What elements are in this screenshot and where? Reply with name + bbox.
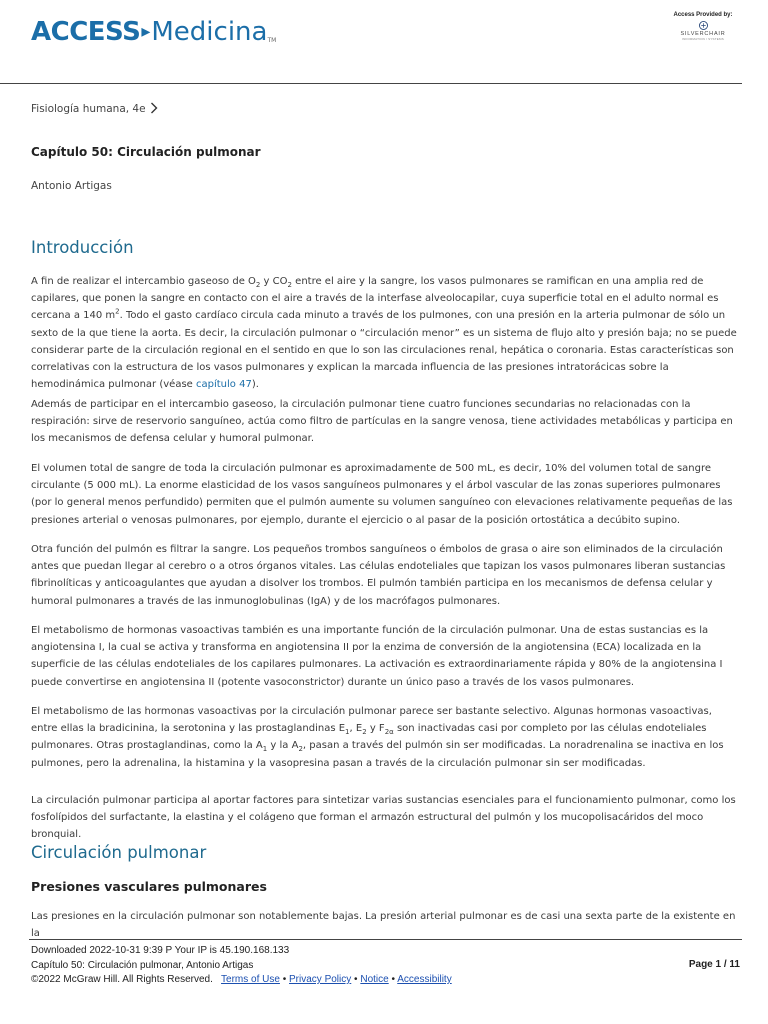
paragraph-4: Otra función del pulmón es filtrar la sangre. Los pequeños trombos sanguíneos o émbolos de grasa o aire son eliminados de la circulación antes que puedan llegar al cerebro o a otros órganos vitales. Las células endoteliales que tapizan los vasos pulmonares liberan sustancias fibrinolíticas y anticoagulantes que ayudan a disolver los trombos. El pulmón también participa en los mecanismos de defensa celular y humoral pulmonares a través de las inmunoglobulinas (IgA) y de los macrófagos pulmonares.: [31, 544, 726, 607]
paragraph-3: El volumen total de sangre de toda la circulación pulmonar es aproximadamente de 500 mL, es decir, 10% del volumen total de sangre circulante (5 000 mL). La enorme elasticidad de los vasos sanguíneos pulmonares y el árbol vascular de las zonas superiores pulmonares (por lo general menos perfundido) permiten que el pulmón aumente su volumen sanguíneo con elevaciones relativamente pequeñas de las presiones arterial o venosas pulmonares, por ejemplo, durante el ejercicio o al pasar de la posición ortostática a decúbito supino.: [31, 463, 733, 526]
footer-links-line: ©2022 McGraw Hill. All Rights Reserved. Terms of Use • Privacy Policy • Notice • Accessibility: [31, 974, 452, 985]
access-provided-label: Access Provided by:: [673, 12, 733, 18]
paragraph-2: Además de participar en el intercambio gaseoso, la circulación pulmonar tiene cuatro funciones secundarias no relacionadas con la respiración: sirve de reservorio sanguíneo, actúa como filtro de partículas en la sangre venosa, tiene actividades metabólicas y participa en los mecanismos de defensa celular y humoral pulmonar.: [31, 399, 733, 445]
provider-name: SILVERCHAIR: [680, 31, 726, 37]
author-name: Antonio Artigas: [31, 180, 112, 192]
accessmedicina-logo[interactable]: [31, 14, 276, 59]
paragraph-5: El metabolismo de hormonas vasoactivas también es una importante función de la circulación pulmonar. Una de estas sustancias es la angiotensina I, la cual se activa y transforma en angiotensina II por la enzima de conversión de la angiotensina (ECA) localizada en la superficie de las células endoteliales de los capilares pulmonares. La activación es extraordinariamente rápida y 80% de la angiotensina I puede convertirse en angiotensina II (potente vasoconstrictor) durante un único paso a través de los vasos pulmonares.: [31, 625, 723, 688]
download-info: Downloaded 2022-10-31 9:39 P Your IP is 45.190.168.133: [31, 945, 290, 956]
footer-chapter-citation: Capítulo 50: Circulación pulmonar, Antonio Artigas: [31, 959, 254, 971]
page-header: [0, 0, 768, 84]
logo-trademark: TM: [267, 37, 277, 44]
silverchair-seal-icon: [699, 21, 708, 30]
paragraph-8: Las presiones en la circulación pulmonar son notablemente bajas. La presión arterial pulmonar es de casi una sexta parte de la existente en la: [31, 911, 736, 940]
page-number: Page 1 / 11: [688, 959, 740, 970]
chevron-right-icon: [150, 102, 158, 114]
privacy-policy-link[interactable]: Privacy Policy: [289, 974, 352, 985]
terms-of-use-link[interactable]: Terms of Use: [221, 974, 280, 985]
paragraph-6: El metabolismo de las hormonas vasoactivas por la circulación pulmonar parece ser bastante selectivo. Algunas hormonas vasoactivas, entre ellas la bradicinina, la serotonina y las prostaglandinas $E_1$, $E_2$ y $F_{2\alpha}$ son inactivadas casi por completo por las células endoteliales pulmonares. Otras prostaglandinas, como la $A_1$ y la $A_2$, pasan a través del pulmón sin ser modificadas. La noradrenalina se inactiva en los pulmones, pero la adrenalina, la histamina y la vasopresina pasan a través de la circulación pulmonar sin ser modificadas.: [31, 706, 724, 769]
section-heading-circulacion-pulmonar: Circulación pulmonar: [31, 843, 207, 862]
logo-arrow-icon: ▸: [141, 21, 151, 42]
header-divider: [0, 83, 742, 84]
provider-subtitle: INFORMATION / SYSTEMS: [682, 37, 724, 41]
footer-divider: [29, 939, 742, 940]
paragraph-1: A fin de realizar el intercambio gaseoso de $O_2$ y $CO_2$ entre el aire y la sangre, los vasos pulmonares se ramifican en una amplia red de capilares, que ponen la sangre en contacto con el aire a través de la interfase alveolocapilar, cuya superficie total en el adulto normal es cercana a 140 $m^2$. Todo el gasto cardíaco circula cada minuto a través de los pulmones, con una presión en la arteria pulmonar de sólo un sexto de la que tiene la aorta. Es decir, la circulación pulmonar o “circulación menor” es un sistema de flujo alto y presión baja; no se puede considerar parte de la circulación regional en el sentido en que lo son las circulaciones renal, hepática o coronaria. Estas características son correlativas con la estructura de los vasos pulmonares y explican la marcada influencia de las presiones intratorácicas sobre la hemodinámica pulmonar (véase capítulo 47).: [31, 276, 737, 391]
notice-link[interactable]: Notice: [360, 974, 389, 985]
chapter-47-link[interactable]: capítulo 47: [196, 379, 252, 391]
breadcrumb[interactable]: [31, 102, 158, 115]
logo-access-text: ACCESS: [31, 17, 141, 47]
page-footer: [31, 944, 741, 988]
breadcrumb-book[interactable]: Fisiología humana, 4e: [31, 103, 146, 115]
section-heading-introduccion: Introducción: [31, 238, 134, 257]
subsection-heading-presiones: Presiones vasculares pulmonares: [31, 879, 267, 894]
logo-medicina-text: Medicina: [151, 17, 268, 47]
chapter-title: Capítulo 50: Circulación pulmonar: [31, 145, 261, 159]
accessibility-link[interactable]: Accessibility: [397, 974, 452, 985]
paragraph-7: La circulación pulmonar participa al aportar factores para sintetizar varias sustancias esenciales para el funcionamiento pulmonar, como los fosfolípidos del surfactante, la elastina y el colágeno que forman el armazón estructural del pulmón y los mucopolisacáridos del moco bronquial.: [31, 795, 736, 841]
copyright-text: ©2022 McGraw Hill. All Rights Reserved.: [31, 974, 213, 985]
access-provider: [668, 12, 738, 41]
